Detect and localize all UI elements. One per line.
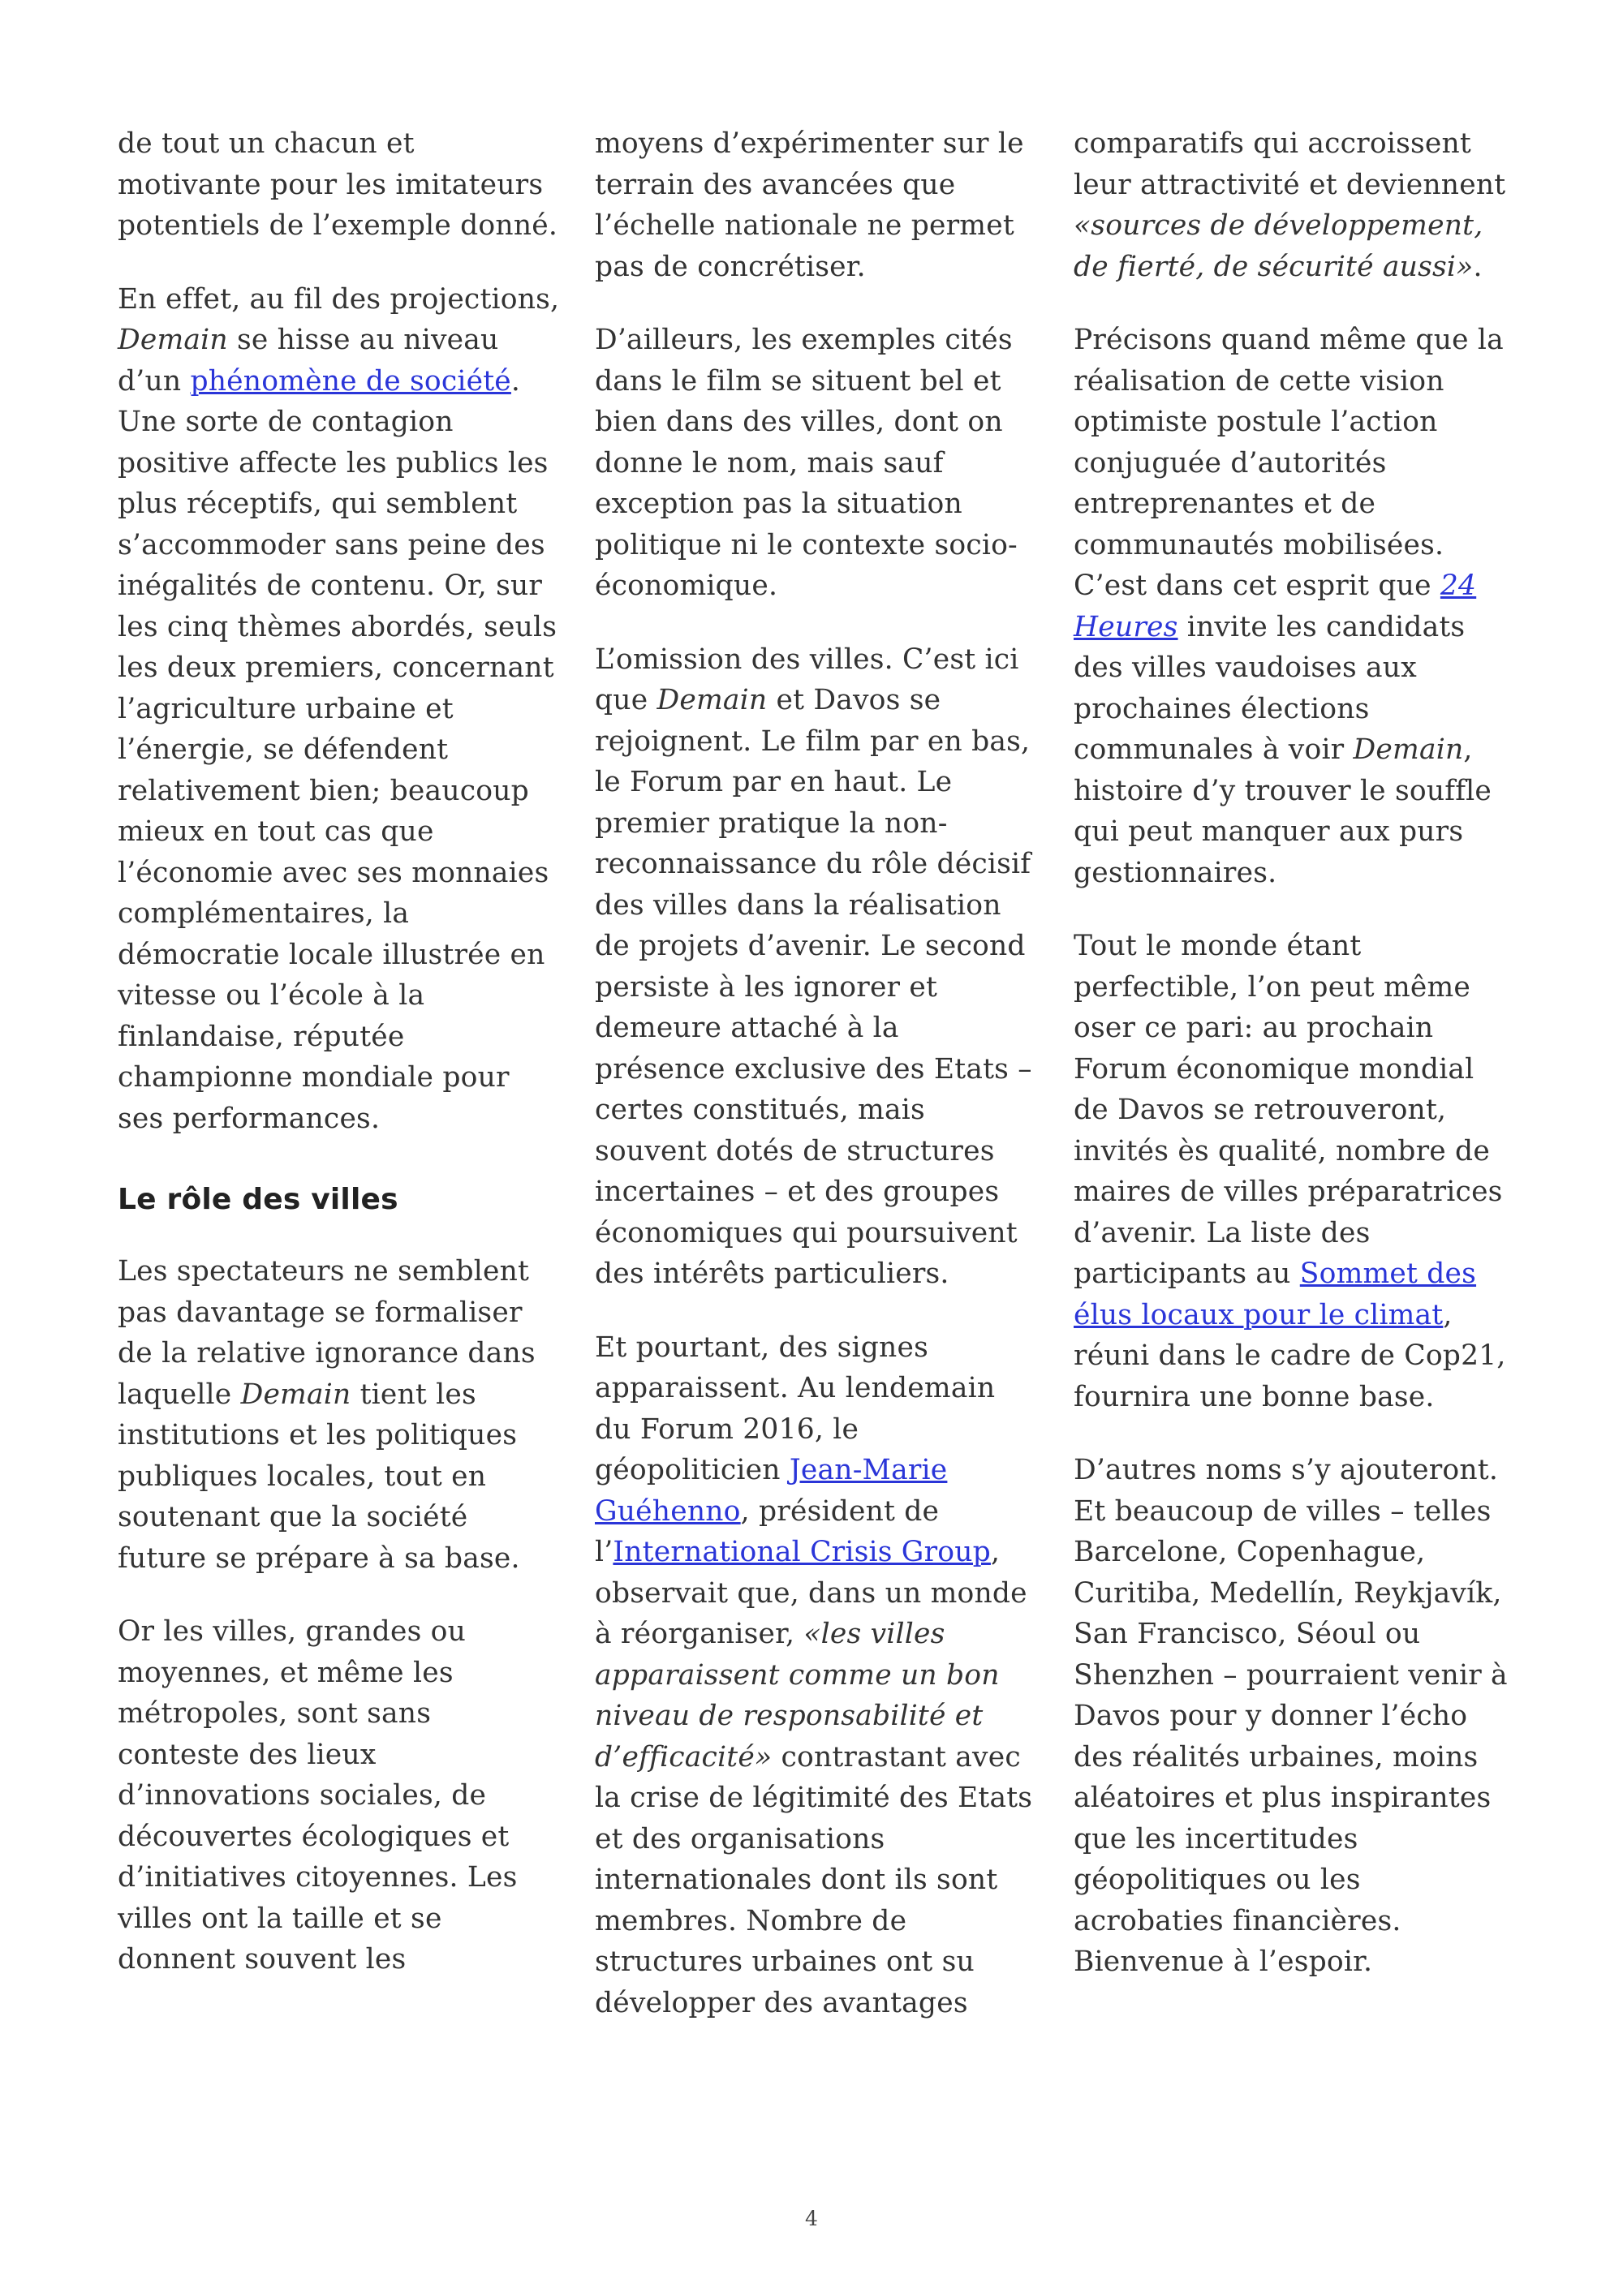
text-run: , président de l’ <box>595 1494 940 1568</box>
text-run: . <box>1473 250 1483 283</box>
section-heading: Le rôle des villes <box>118 1183 398 1216</box>
link-sommet-des-elus-locaux[interactable]: Sommet des élus locaux pour le climat <box>1074 1258 1477 1331</box>
quote: «sources de développement, de fierté, de sécurité aussi» <box>1074 209 1483 283</box>
paragraph <box>1074 320 1516 893</box>
text-run: contrastant avec la crise de légitimité des Etats et des organisations internationales dont ils sont membres. Nombre de structures urbaines ont su développer des avantages <box>595 1740 1033 2019</box>
paragraph <box>1074 123 1516 287</box>
text-run: L’omission des villes. C’est ici que <box>595 643 1019 716</box>
film-title-demain: Demain <box>1353 733 1464 766</box>
page-number: 4 <box>805 2207 818 2230</box>
paragraph <box>1074 926 1516 1417</box>
link-phenomene-de-societe[interactable]: phénomène de société <box>190 364 511 398</box>
paragraph: moyens d’expérimenter sur le terrain des avancées que l’échelle nationale ne permet pas de concrétiser. <box>595 127 1024 283</box>
paragraph: D’ailleurs, les exemples cités dans le film se situent bel et bien dans des villes, dont on donne le nom, mais sauf exception pas la situation politique ni le contexte socio-économique. <box>595 324 1018 602</box>
paragraph: Or les villes, grandes ou moyennes, et même les métropoles, sont sans conteste des lieux d’innovations sociales, de découvertes écologiques et d’initiatives citoyennes. Les villes ont la taille et se donnent souvent les <box>118 1615 518 1976</box>
text-run: , réuni dans le cadre de Cop21, fournira une bonne base. <box>1074 1298 1506 1413</box>
text-run: Tout le monde étant perfectible, l’on peut même oser ce pari: au prochain Forum économique mondial de Davos se retrouveront, invités ès qualité, nombre de maires de villes préparatrices d’avenir. La liste des participants au <box>1074 930 1503 1290</box>
text-run: et Davos se rejoignent. Le film par en bas, le Forum par en haut. Le premier pratique la non-reconnaissance du rôle décisif des villes dans la réalisation de projets d’avenir. Le second persiste à les ignorer et demeure attaché à la présence exclusive des Etats – certes constitués, mais souvent dotés de structures incertaines – et des groupes économiques qui poursuivent des intérêts particuliers. <box>595 684 1032 1290</box>
text-column-1 <box>118 123 560 2013</box>
paragraph <box>118 1251 560 1579</box>
text-run: Et pourtant, des signes apparaissent. Au lendemain du Forum 2016, le géopoliticien <box>595 1331 996 1486</box>
text-column-2 <box>595 123 1037 2056</box>
quote: «les villes apparaissent comme un bon niveau de responsabilité et d’efficacité» <box>595 1618 1000 1774</box>
film-title-demain: Demain <box>657 684 768 716</box>
text-run: , observait que, dans un monde à réorganiser, <box>595 1536 1027 1650</box>
film-title-demain: Demain <box>240 1378 351 1411</box>
paragraph <box>595 639 1037 1295</box>
text-run: En effet, au fil des projections, <box>118 282 560 316</box>
text-run: Les spectateurs ne semblent pas davantage se formaliser de la relative ignorance dans laquelle <box>118 1255 536 1411</box>
text-run: comparatifs qui accroissent leur attractivité et deviennent <box>1074 127 1506 201</box>
text-run: invite les candidats des villes vaudoises aux prochaines élections communales à voir <box>1074 610 1466 766</box>
text-run: se hisse au niveau d’un <box>118 324 499 398</box>
link-international-crisis-group[interactable]: International Crisis Group <box>613 1536 991 1568</box>
paragraph <box>595 1327 1037 2024</box>
film-title-demain: Demain <box>118 324 228 356</box>
paragraph <box>118 279 560 1140</box>
text-run: tient les institutions et les politiques publiques locales, tout en soutenant que la société future se prépare à sa base. <box>118 1378 520 1575</box>
text-run: , histoire d’y trouver le souffle qui peut manquer aux purs gestionnaires. <box>1074 733 1492 889</box>
paragraph: de tout un chacun et motivante pour les imitateurs potentiels de l’exemple donné. <box>118 127 558 242</box>
paragraph: D’autres noms s’y ajouteront. Et beaucoup de villes – telles Barcelone, Copenhague, Curitiba, Medellín, Reykjavík, San Francisco, Séoul ou Shenzhen – pourraient venir à Davos pour y donner l’écho des réalités urbaines, moins aléatoires et plus inspirantes que les incertitudes géopolitiques ou les acrobaties financières. Bienvenue à l’espoir. <box>1074 1454 1508 1978</box>
text-column-3 <box>1074 123 1516 2015</box>
link-24-heures[interactable]: 24 Heures <box>1074 570 1477 643</box>
text-run: Précisons quand même que la réalisation de cette vision optimiste postule l’action conjuguée d’autorités entreprenantes et de communautés mobilisées. C’est dans cet esprit que <box>1074 324 1504 602</box>
text-run: . Une sorte de contagion positive affecte les publics les plus réceptifs, qui semblent s’accommoder sans peine des inégalités de contenu. Or, sur les cinq thèmes abordés, seuls les deux premiers, concernant l’agriculture urbaine et l’énergie, se défendent relativement bien; beaucoup mieux en tout cas que l’économie avec ses monnaies complémentaires, la démocratie locale illustrée en vitesse ou l’école à la finlandaise, réputée championne mondiale pour ses performances. <box>118 364 558 1135</box>
link-jean-marie-guehenno[interactable]: Jean-Marie Guéhenno <box>595 1454 948 1528</box>
